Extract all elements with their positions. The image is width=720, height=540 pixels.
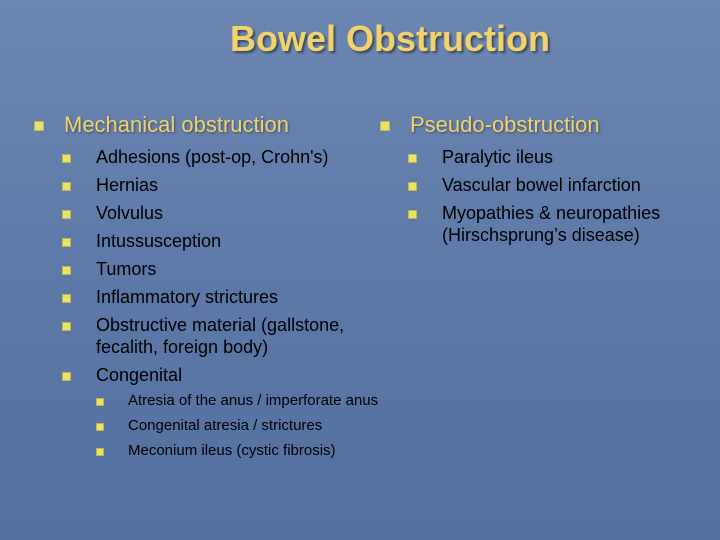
- list-item: Myopathies & neuropathies (Hirschsprung’s disease): [408, 202, 700, 246]
- pseudo-heading: [380, 112, 700, 138]
- square-bullet-icon: [62, 238, 71, 247]
- list-item: Tumors: [62, 258, 394, 280]
- mechanical-heading: [34, 112, 394, 138]
- square-bullet-icon: [96, 423, 104, 431]
- square-bullet-icon: [408, 182, 417, 191]
- list-item: Obstructive material (gallstone, fecalith, foreign body): [62, 314, 394, 358]
- square-bullet-icon: [408, 154, 417, 163]
- mechanical-list: [62, 146, 394, 460]
- square-bullet-icon: [62, 154, 71, 163]
- right-column: [380, 112, 700, 252]
- list-item: Paralytic ileus: [408, 146, 700, 168]
- pseudo-list: [408, 146, 700, 246]
- square-bullet-icon: [62, 182, 71, 191]
- list-item: Hernias: [62, 174, 394, 196]
- slide-title: Bowel Obstruction: [229, 18, 550, 59]
- pseudo-heading-text: Pseudo-obstruction: [410, 112, 600, 137]
- square-bullet-icon: [380, 121, 390, 131]
- sub-list-item: Atresia of the anus / imperforate anus: [96, 392, 394, 410]
- list-item: Adhesions (post-op, Crohn's): [62, 146, 394, 168]
- list-item: Vascular bowel infarction: [408, 174, 700, 196]
- square-bullet-icon: [62, 322, 71, 331]
- list-item: Inflammatory strictures: [62, 286, 394, 308]
- list-item: Intussusception: [62, 230, 394, 252]
- sub-list-item: Congenital atresia / strictures: [96, 417, 394, 435]
- list-item: Congenital Atresia of the anus / imperforate anus Congenital atresia / strictures Meconium ileus (cystic fibrosis): [62, 364, 394, 460]
- sub-list-item: Meconium ileus (cystic fibrosis): [96, 442, 394, 460]
- square-bullet-icon: [62, 294, 71, 303]
- square-bullet-icon: [96, 398, 104, 406]
- square-bullet-icon: [408, 210, 417, 219]
- square-bullet-icon: [62, 266, 71, 275]
- square-bullet-icon: [62, 372, 71, 381]
- square-bullet-icon: [96, 448, 104, 456]
- mechanical-heading-text: Mechanical obstruction: [64, 112, 290, 137]
- list-item: Volvulus: [62, 202, 394, 224]
- left-column: [34, 112, 394, 467]
- square-bullet-icon: [62, 210, 71, 219]
- square-bullet-icon: [34, 121, 44, 131]
- congenital-sublist: [96, 392, 394, 460]
